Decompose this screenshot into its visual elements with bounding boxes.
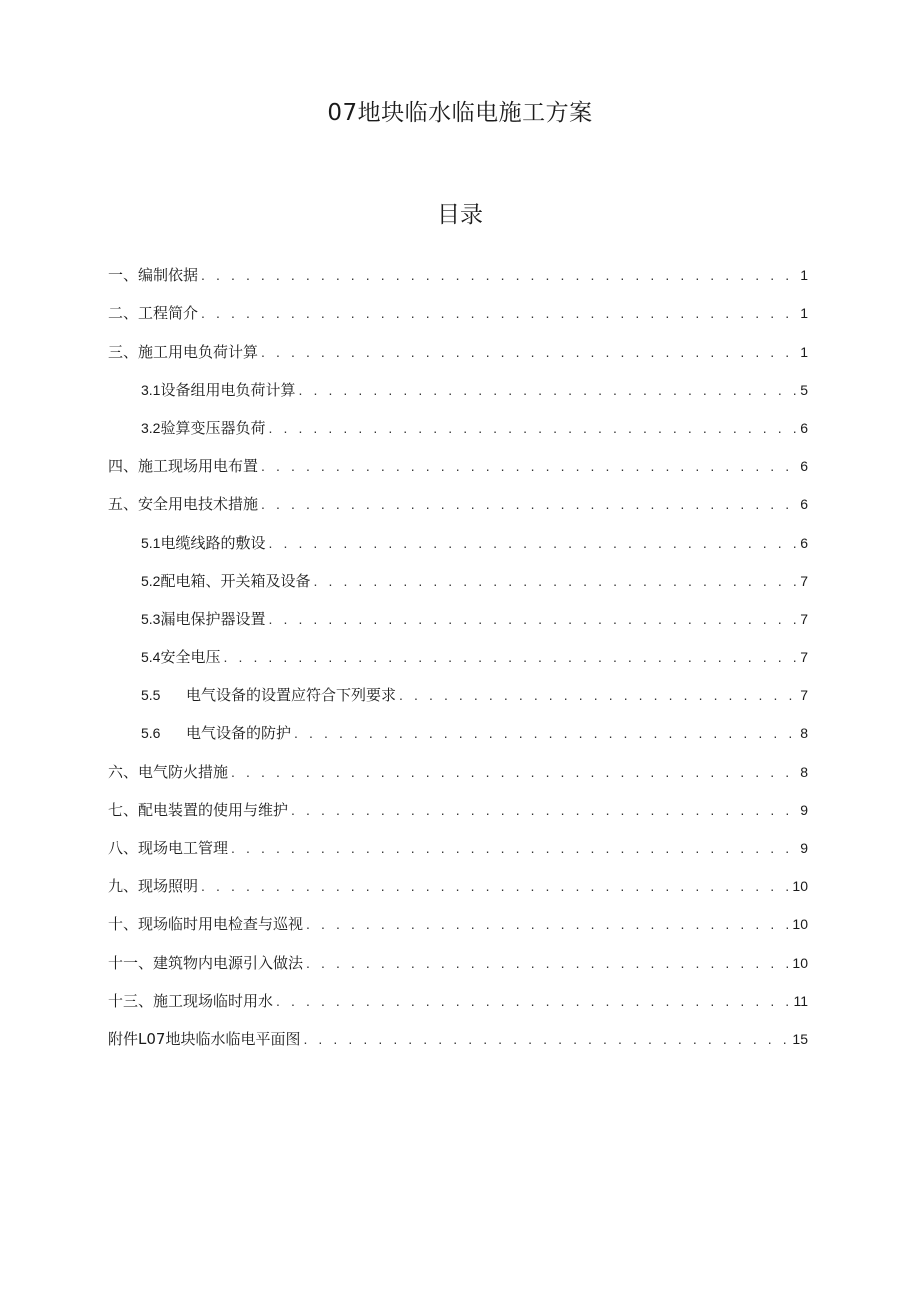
toc-entry-label [108,877,198,895]
toc-entry-label [108,954,303,972]
toc-dot-leader [298,381,797,399]
toc-entry-label [108,457,258,475]
toc-entry-label [108,266,198,284]
toc-page-number: 7 [800,610,808,627]
toc-page-number: 7 [800,687,808,704]
toc-entry[interactable] [108,590,808,628]
toc-entry-text: 九、现场照明 [108,877,199,896]
toc-entry-text: 四、施工现场用电布置 [108,457,259,476]
toc-entry[interactable] [108,437,808,475]
toc-dot-leader [231,839,797,857]
toc-dot-leader [306,915,789,933]
toc-dot-leader [231,763,797,781]
toc-dot-leader [201,877,789,895]
toc-entry-label [108,992,273,1010]
toc-entry-number: 5.2 [141,572,161,589]
toc-entry[interactable] [108,933,808,971]
toc-dot-leader [268,534,797,552]
toc-page-number: 10 [792,916,808,933]
toc-page-number: 5 [800,381,808,398]
toc-page-number: 6 [800,534,808,551]
toc-entry[interactable] [108,322,808,360]
toc-dot-leader [223,648,797,666]
toc-entry-text: 电缆线路的敷设 [160,533,266,552]
toc-entry[interactable] [108,246,808,284]
toc-entry-text: 八、现场电工管理 [108,839,229,857]
toc-entry-text: 十一、建筑物内电源引入做法 [108,953,304,972]
toc-dot-leader [201,304,797,322]
toc-entry[interactable] [108,628,808,666]
toc-entry-label [108,763,228,781]
toc-entry-text: 验算变压器负荷 [160,418,266,437]
toc-entry-label [141,534,265,552]
toc-page-number: 1 [800,343,808,360]
toc-page-number: 6 [800,419,808,436]
toc-entry[interactable] [108,284,808,322]
toc-page-number: 8 [800,725,808,742]
toc-entry[interactable] [108,857,808,895]
toc-entry-text: 设备组用电负荷计算 [160,380,296,399]
toc-entry-text: 三、施工用电负荷计算 [108,342,259,361]
toc-entry-text: 一、编制依据 [108,266,199,285]
toc-page-number: 8 [800,763,808,780]
toc-page-number: 9 [800,801,808,818]
toc-page-number: 9 [800,840,808,856]
toc-entry[interactable] [108,399,808,437]
toc-entry[interactable] [108,513,808,551]
toc-entry-label [108,915,303,933]
toc-page-number: 1 [800,267,808,284]
toc-entry-number: 5.5 [141,687,161,704]
toc-entry-text: 五、安全用电技术措施 [108,495,259,514]
toc-entry[interactable] [108,781,808,819]
toc-page-number: 1 [800,305,808,322]
table-of-contents [108,246,808,1048]
toc-entry-text: 配电箱、开关箱及设备 [160,571,311,590]
toc-entry-text: 漏电保护器设置 [160,609,266,628]
toc-entry[interactable] [108,666,808,704]
toc-entry-number: 3.2 [141,419,161,436]
toc-entry-text: 七、配电装置的使用与维护 [108,800,289,819]
toc-entry[interactable] [108,475,808,513]
toc-entry-label [108,1030,300,1048]
toc-dot-leader [261,457,797,475]
toc-entry-number: 3.1 [141,381,161,398]
toc-entry-label [141,610,265,628]
toc-dot-leader [399,686,797,704]
toc-entry-number: 5.1 [141,534,161,551]
toc-entry-label [141,686,396,704]
toc-entry-number: 5.3 [141,610,161,627]
toc-dot-leader [201,266,797,284]
toc-entry-label [108,343,258,361]
toc-entry[interactable] [108,972,808,1010]
toc-page-number: 7 [800,572,808,589]
toc-dot-leader [261,343,797,361]
toc-dot-leader [268,419,797,437]
toc-dot-leader [261,495,797,513]
toc-dot-leader [276,992,790,1010]
toc-entry-label [108,495,258,513]
toc-entry-label [108,801,288,819]
toc-page-number: 10 [792,878,808,895]
toc-entry[interactable] [108,552,808,590]
toc-entry-text: 电气设备的设置应符合下列要求 [186,686,397,705]
toc-dot-leader [291,801,797,819]
toc-entry[interactable] [108,1010,808,1048]
toc-page-number: 7 [800,649,808,666]
toc-entry[interactable] [108,361,808,399]
toc-dot-leader [313,572,797,590]
toc-entry-text: 二、工程简介 [108,304,199,323]
toc-entry-label [108,839,228,857]
toc-page-number: 6 [800,458,808,475]
toc-entry-text: 十、现场临时用电检查与巡视 [108,915,304,934]
toc-page-number: 10 [792,954,808,971]
toc-entry[interactable] [108,895,808,933]
toc-page-number: 11 [793,992,808,1009]
toc-page-number: 15 [792,1030,808,1047]
toc-entry-text: 附件L07地块临水临电平面图 [108,1029,301,1048]
toc-entry[interactable] [108,819,808,857]
toc-entry-number: 5.4 [141,649,161,666]
toc-entry-text: 十三、施工现场临时用水 [108,991,274,1010]
toc-entry-label [141,724,291,742]
toc-entry[interactable] [108,742,808,780]
toc-entry-label [141,419,265,437]
toc-entry-label [141,381,295,399]
toc-entry-number: 5.6 [141,725,161,742]
toc-entry-text: 电气设备的防护 [186,724,292,743]
toc-entry-label [141,572,310,590]
toc-entry-text: 六、电气防火措施 [108,762,229,781]
document-title: 07地块临水临电施工方案 [327,100,593,126]
toc-dot-leader [303,1030,789,1048]
toc-entry-label [108,304,198,322]
toc-dot-leader [268,610,797,628]
toc-page-number: 6 [800,496,808,513]
toc-dot-leader [294,724,797,742]
toc-dot-leader [306,954,789,972]
toc-entry-text: 安全电压 [160,648,221,667]
toc-entry-label [141,648,220,666]
toc-entry[interactable] [108,704,808,742]
toc-heading: 目录 [437,202,483,228]
